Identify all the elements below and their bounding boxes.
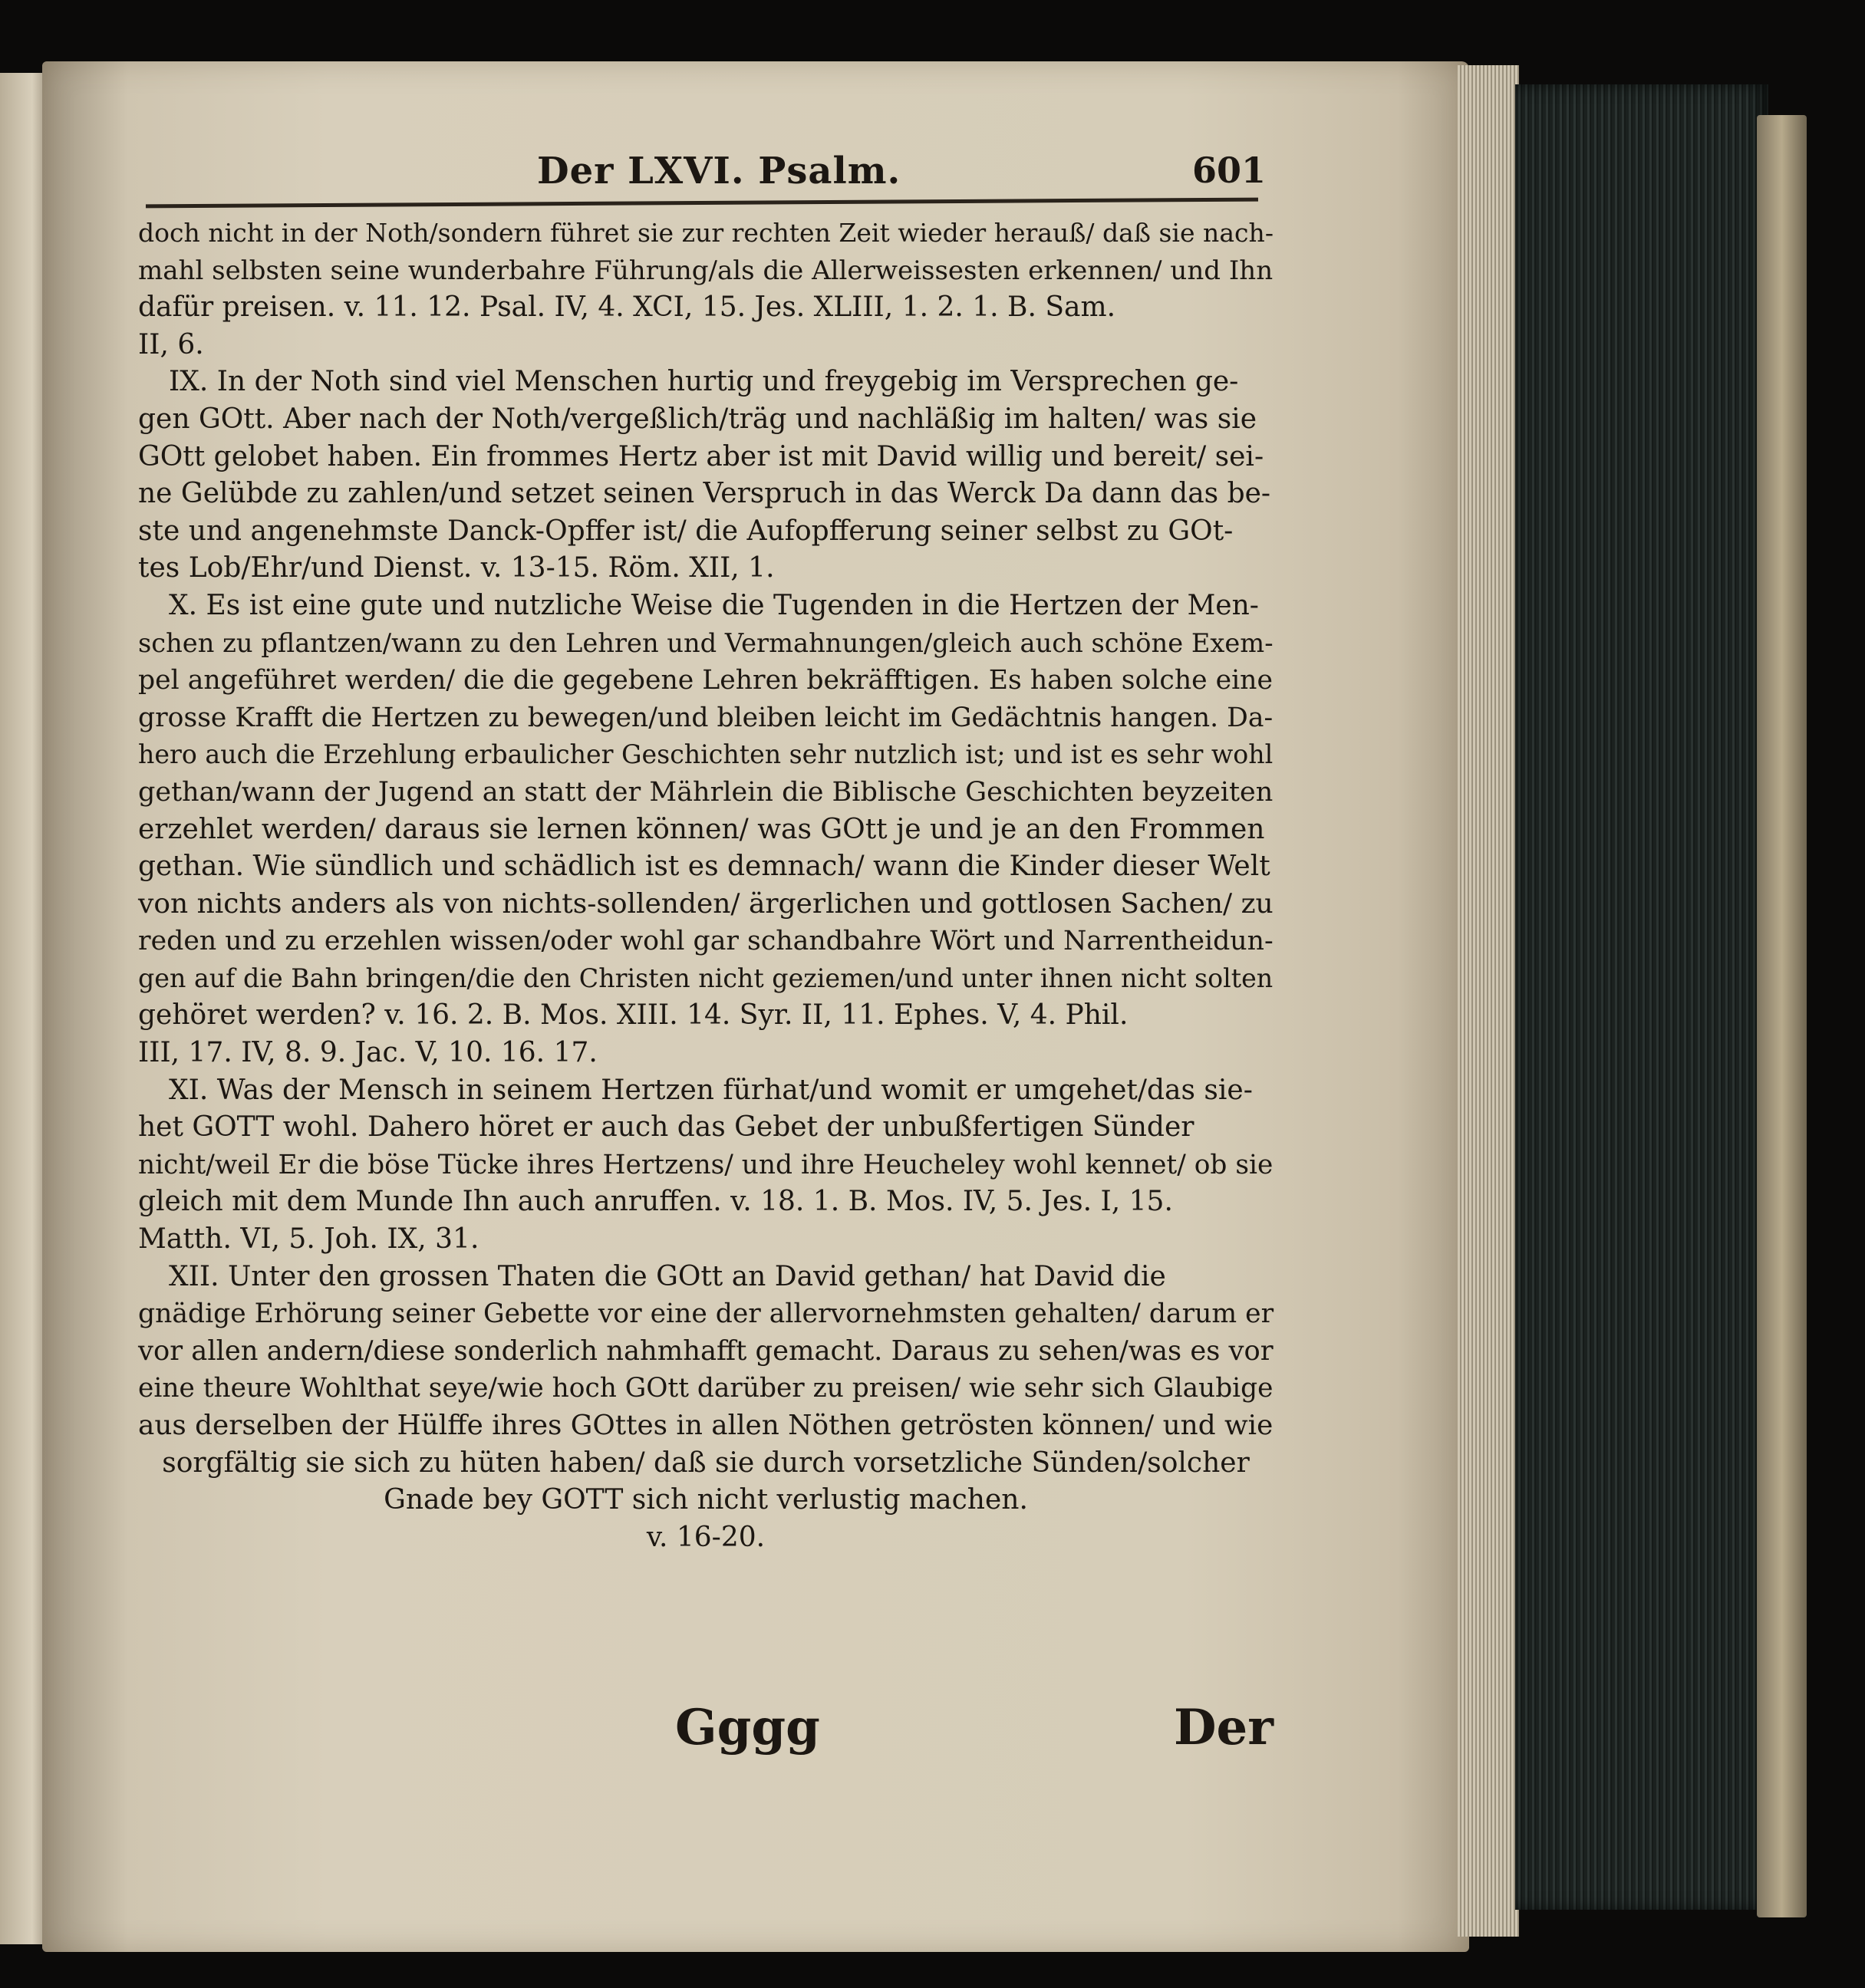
text-line: gethan. Wie sündlich und schädlich ist es demnach/ wann die Kinder dieser Welt <box>138 851 1270 883</box>
text-line: grosse Krafft die Hertzen zu bewegen/und bleiben leicht im Gedächtnis hangen. Da- <box>138 702 1274 733</box>
text-line: Gnade bey GOTT sich nicht verlustig machen. <box>384 1484 1028 1516</box>
text-line: gen GOtt. Aber nach der Noth/vergeßlich/träg und nachläßig im halten/ was sie <box>138 403 1257 435</box>
text-line: aus derselben der Hülffe ihres GOttes in allen Nöthen getrösten können/ und wie <box>138 1410 1274 1441</box>
text-line: gnädige Erhörung seiner Gebette vor eine der allervornehmsten gehalten/ darum er <box>138 1298 1274 1330</box>
text-line: II, 6. <box>138 328 204 360</box>
text-line: XI. Was der Mensch in seinem Hertzen fürhat/und womit er umgehet/das sie- <box>169 1074 1253 1106</box>
catchword: Der <box>1174 1699 1274 1756</box>
signature-mark: Gggg <box>675 1699 820 1756</box>
running-head: Der LXVI. Psalm. <box>537 150 901 193</box>
text-line: pel angeführet werden/ die die gegebene Lehren bekräfftigen. Es haben solche eine <box>138 665 1273 696</box>
text-line: GOtt gelobet haben. Ein frommes Hertz aber ist mit David willig und bereit/ sei- <box>138 440 1264 472</box>
text-line: eine theure Wohlthat seye/wie hoch GOtt darüber zu preisen/ wie sehr sich Glaubige <box>138 1373 1274 1404</box>
text-line: het GOTT wohl. Dahero höret er auch das Gebet der unbußfertigen Sünder <box>138 1111 1194 1144</box>
text-line: erzehlet werden/ daraus sie lernen können/ was GOtt je und je an den Frommen <box>138 813 1265 845</box>
text-line: gen auf die Bahn bringen/die den Christen nicht geziemen/und unter ihnen nicht solten <box>138 963 1274 993</box>
page-number: 601 <box>1191 150 1266 191</box>
text-line: doch nicht in der Noth/sondern führet sie zur rechten Zeit wieder herauß/ daß sie nach- <box>138 218 1274 248</box>
text-line: IX. In der Noth sind viel Menschen hurtig und freygebig im Versprechen ge- <box>169 366 1239 398</box>
text-line: von nichts anders als von nichts-sollenden/ ärgerlichen und gottlosen Sachen/ zu <box>138 887 1274 920</box>
text-line: gethan/wann der Jugend an statt der Mährlein die Biblische Geschichten beyzeiten <box>138 776 1274 808</box>
book-cover-edge <box>1757 115 1807 1917</box>
text-line: ne Gelübde zu zahlen/und setzet seinen Verspruch in das Werck Da dann das be- <box>138 478 1271 510</box>
text-line: Matth. VI, 5. Joh. IX, 31. <box>138 1223 479 1256</box>
text-line: nicht/weil Er die böse Tücke ihres Hertzens/ und ihre Heucheley wohl kennet/ ob sie <box>138 1149 1274 1180</box>
body-text <box>138 215 1274 1556</box>
page-header <box>138 146 1266 199</box>
text-line: ste und angenehmste Danck-Opffer ist/ die Aufopfferung seiner selbst zu GOt- <box>138 515 1234 547</box>
text-line: gehöret werden? v. 16. 2. B. Mos. XIII. 14. Syr. II, 11. Ephes. V, 4. Phil. <box>138 999 1129 1032</box>
book-block-edge <box>1515 84 1768 1910</box>
text-line: XII. Unter den grossen Thaten die GOtt an David gethan/ hat David die <box>169 1260 1166 1292</box>
text-line: schen zu pflantzen/wann zu den Lehren und Vermahnungen/gleich auch schöne Exem- <box>138 627 1274 658</box>
text-line: gleich mit dem Munde Ihn auch anruffen. v. 18. 1. B. Mos. IV, 5. Jes. I, 15. <box>138 1186 1173 1218</box>
text-line: hero auch die Erzehlung erbaulicher Geschichten sehr nutzlich ist; und ist es sehr wohl <box>138 739 1274 770</box>
page-fore-edge <box>1458 65 1519 1937</box>
text-line: reden und zu erzehlen wissen/oder wohl gar schandbahre Wört und Narrentheidun- <box>138 926 1274 957</box>
text-line: tes Lob/Ehr/und Dienst. v. 13-15. Röm. XII, 1. <box>138 552 775 584</box>
text-line: dafür preisen. v. 11. 12. Psal. IV, 4. XCI, 15. Jes. XLIII, 1. 2. 1. B. Sam. <box>138 291 1116 324</box>
text-line: X. Es ist eine gute und nutzliche Weise die Tugenden in die Hertzen der Men- <box>169 589 1259 621</box>
text-line: vor allen andern/diese sonderlich nahmhafft gemacht. Daraus zu sehen/was es vor <box>138 1335 1274 1367</box>
text-line: mahl selbsten seine wunderbahre Führung/als die Allerweissesten erkennen/ und Ihn <box>138 255 1274 286</box>
text-line: sorgfältig sie sich zu hüten haben/ daß sie durch vorsetzliche Sünden/solcher <box>162 1447 1250 1479</box>
text-line: v. 16-20. <box>646 1521 766 1553</box>
text-line: III, 17. IV, 8. 9. Jac. V, 10. 16. 17. <box>138 1037 598 1069</box>
